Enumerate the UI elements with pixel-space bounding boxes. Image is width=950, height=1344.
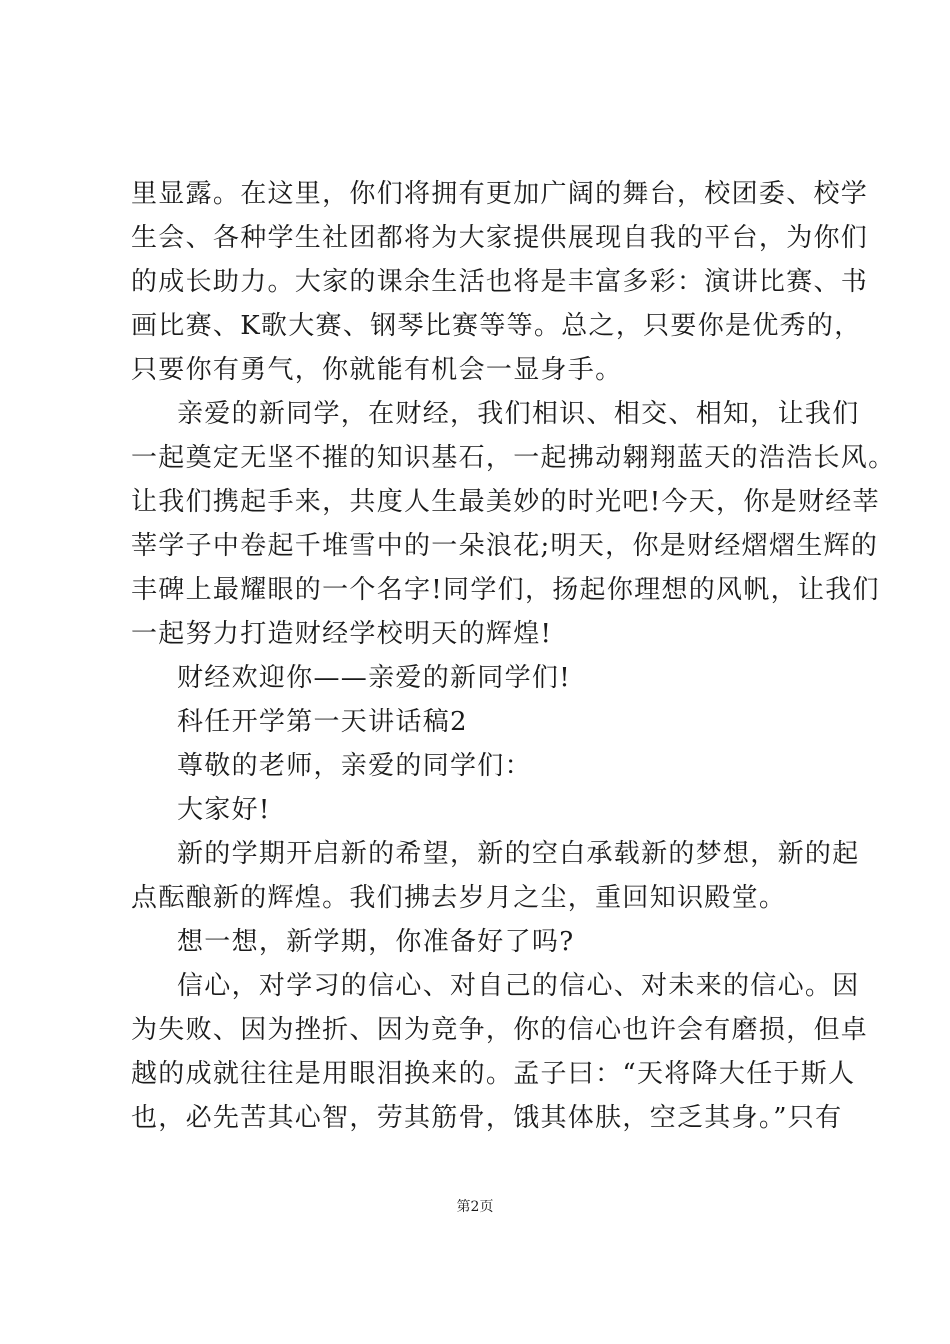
text-line: 里显露。在这里，你们将拥有更加广阔的舞台，校团委、校学 — [131, 179, 869, 209]
text-line: 让我们携起手来，共度人生最美妙的时光吧!今天，你是财经莘 — [131, 487, 880, 517]
text-line: 一起努力打造财经学校明天的辉煌! — [131, 619, 553, 649]
salutation: 尊敬的老师，亲爱的同学们： — [177, 751, 532, 781]
text-line: 想一想，新学期，你准备好了吗? — [177, 927, 575, 957]
text-line: 财经欢迎你——亲爱的新同学们! — [177, 663, 571, 693]
text-line: 的成长助力。大家的课余生活也将是丰富多彩：演讲比赛、书 — [131, 267, 869, 297]
page-number: 第2页 — [456, 1199, 494, 1215]
text-line: 丰碑上最耀眼的一个名字!同学们，扬起你理想的风帆，让我们 — [131, 575, 880, 605]
text-line: 为失败、因为挫折、因为竞争，你的信心也许会有磨损，但卓 — [131, 1015, 869, 1045]
section-heading: 科任开学第一天讲话稿2 — [177, 707, 468, 737]
text-line: 点酝酿新的辉煌。我们拂去岁月之尘，重回知识殿堂。 — [131, 883, 787, 913]
text-line: 亲爱的新同学，在财经，我们相识、相交、相知，让我们 — [177, 399, 860, 429]
text-line: 只要你有勇气，你就能有机会一显身手。 — [131, 355, 623, 385]
greeting: 大家好! — [177, 795, 271, 825]
text-line: 也，必先苦其心智，劳其筋骨，饿其体肤，空乏其身。”只有 — [131, 1103, 843, 1133]
text-line: 信心，对学习的信心、对自己的信心、对未来的信心。因 — [177, 971, 860, 1001]
text-line: 画比赛、K歌大赛、钢琴比赛等等。总之，只要你是优秀的， — [131, 311, 862, 341]
text-line: 莘学子中卷起千堆雪中的一朵浪花;明天，你是财经熠熠生辉的 — [131, 531, 879, 561]
text-line: 新的学期开启新的希望，新的空白承载新的梦想，新的起 — [177, 839, 860, 869]
text-line: 越的成就往往是用眼泪换来的。孟子曰：“天将降大任于斯人 — [131, 1059, 856, 1089]
text-line: 生会、各种学生社团都将为大家提供展现自我的平台，为你们 — [131, 223, 869, 253]
text-line: 一起奠定无坚不摧的知识基石，一起拂动翱翔蓝天的浩浩长风。 — [131, 443, 896, 473]
body-text — [131, 172, 896, 1140]
